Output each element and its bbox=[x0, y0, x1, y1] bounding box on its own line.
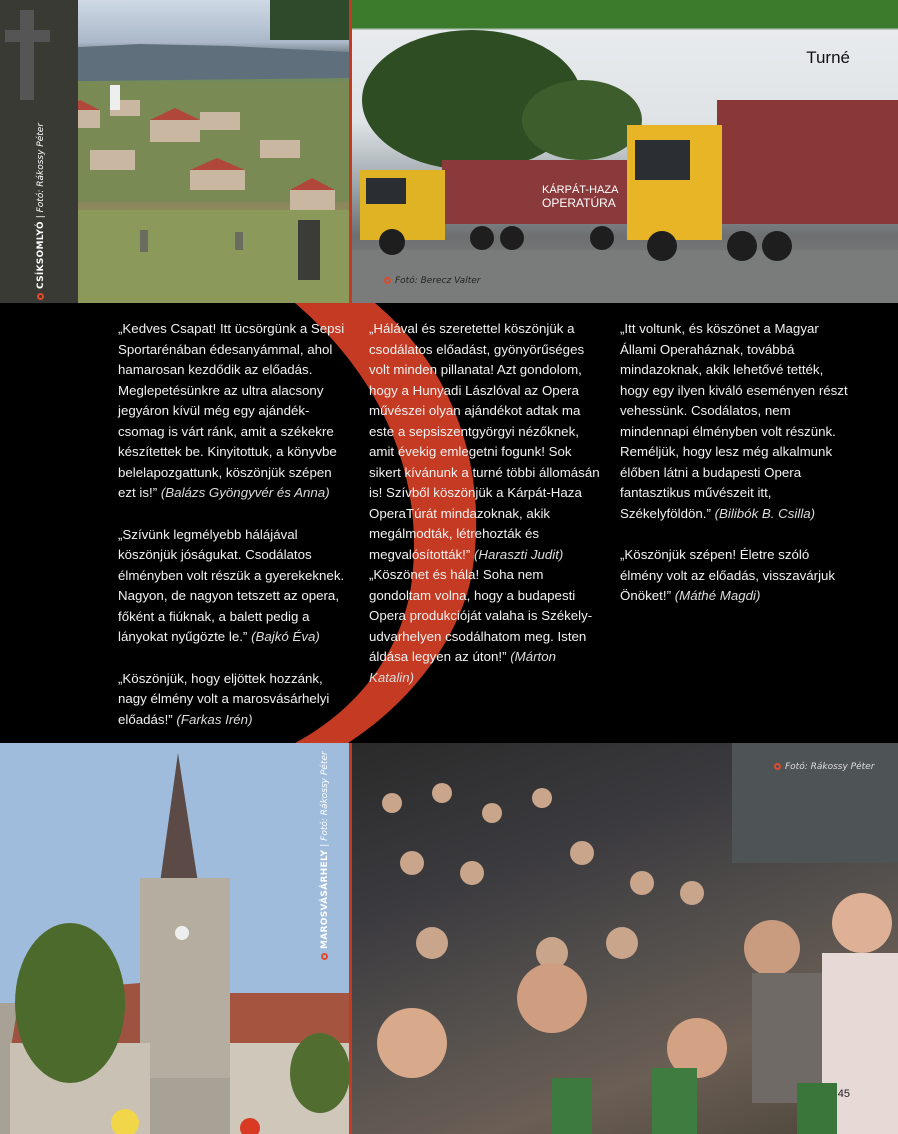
quote bbox=[620, 545, 852, 607]
quote-author: (Balázs Gyöngyvér és Anna) bbox=[160, 485, 330, 500]
truck-text-1: KÁRPÁT-HAZA bbox=[542, 184, 619, 196]
caption-marosvasarhely: MAROSVÁSÁRHELY | Fotó: Rákossy Péter bbox=[320, 751, 330, 960]
caption-csiksomlyo: CSÍKSOMLYÓ | Fotó: Rákossy Péter bbox=[36, 123, 46, 300]
quote bbox=[118, 319, 346, 504]
quote-author: (Márton Katalin) bbox=[369, 649, 557, 685]
caption-credit: Fotó: Rákossy Péter bbox=[320, 751, 330, 841]
caption-credit: Fotó: Rákossy Péter bbox=[36, 122, 46, 213]
photo-csiksomlyo bbox=[0, 0, 349, 303]
quote-text: „Kedves Csapat! Itt ücsörgünk a Sepsi Sportarénában édesanyámmal, ahol hamarosan kezdődik az előadás. Meglepetésünkre az ultra alacsony jegyáron kívül még egy ajándék-csomag is várt ránk, amit a székekre készítettek be. Kinyitottuk, a könyvbe belelapozgattunk, köszönjük szépen ezt is!” bbox=[118, 321, 345, 500]
quotes-section bbox=[0, 303, 898, 743]
credit-text: Fotó: Berecz Valter bbox=[395, 276, 481, 286]
quote-column-2 bbox=[369, 319, 601, 709]
quote-author: (Bilibók B. Csilla) bbox=[714, 505, 816, 521]
photo-trucks bbox=[352, 0, 898, 303]
photo-marosvasarhely-church bbox=[0, 743, 349, 1134]
quote-text: „Köszönjük, hogy eljöttek hozzánk, nagy élmény volt a marosvásárhelyi előadás!” bbox=[118, 670, 330, 727]
photo-credit-audience bbox=[774, 762, 874, 772]
quote bbox=[118, 669, 346, 731]
caption-place: CSÍKSOMLYÓ bbox=[36, 221, 46, 289]
quote-text: „Szívünk legmélyebb hálájával köszönjük jóságukat. Csodálatos élményben volt részük a gyerekeknek. Nagyon, de nagyon tetszett az opera, főként a fiúknak, a balett pedig a lányokat nyűgözte le.” bbox=[118, 526, 345, 644]
quote-text: „Hálával és szeretettel köszönjük a csodálatos előadást, gyönyörűséges volt minden pillanata! Azt gondolom, hogy a Hunyadi Lászlóval az Opera művészei olyan ajándékot adtak ma este a sepsiszentgyörgyi nézőknek, amit évekig emlegetni fogunk! Sok sikert kívánunk a turné többi állomásán is! Szívből köszönjük a Kárpát-Haza OperaTúrát mindazoknak, akik megálmodták, létrehozták és megvalósították!” bbox=[369, 321, 600, 562]
quote-column-3 bbox=[620, 319, 852, 628]
circle-bullet-icon bbox=[384, 277, 391, 284]
quote-text: „Itt voltunk, és köszönet a Magyar Állami Operaháznak, továbbá mindazoknak, akik lehetővé tették, hogy egy ilyen kiváló eseményen részt vehessünk. Csodálatos, nem mindennapi élményben volt részünk. Reméljük, hogy lesz még alkalmunk élőben látni a budapesti Opera fantasztikus művészeit itt, Székelyföldön.” bbox=[620, 321, 848, 521]
circle-bullet-icon bbox=[37, 293, 44, 300]
quote-text: „Köszönet és hála! Soha nem gondoltam volna, hogy a budapesti Opera produkcióját valaha is Székely-udvarhelyen csodálhatom meg. Isten áldása legyen az úton!” bbox=[369, 567, 593, 664]
quote-author: (Farkas Irén) bbox=[176, 711, 253, 727]
quote bbox=[369, 565, 601, 688]
quote-column-1 bbox=[118, 319, 346, 751]
credit-text: Fotó: Rákossy Péter bbox=[785, 762, 875, 772]
quote-author: (Bajkó Éva) bbox=[251, 629, 320, 644]
photo-audience bbox=[352, 743, 898, 1134]
photo-credit-trucks bbox=[384, 276, 480, 286]
quote-text: „Köszönjük szépen! Életre szóló élmény volt az előadás, visszavárjuk Önöket!” bbox=[620, 547, 836, 603]
truck-text-2: OPERATÚRA bbox=[542, 196, 616, 210]
quote-author: (Máthé Magdi) bbox=[674, 588, 761, 603]
page-number: 45 bbox=[837, 1088, 850, 1100]
section-title: Turné bbox=[806, 48, 850, 67]
caption-place: MAROSVÁSÁRHELY bbox=[320, 849, 330, 949]
circle-bullet-icon bbox=[321, 953, 328, 960]
circle-bullet-icon bbox=[774, 763, 781, 770]
quote-author: (Haraszti Judit) bbox=[473, 546, 564, 562]
quote bbox=[118, 525, 346, 648]
quote bbox=[369, 319, 601, 565]
quote bbox=[620, 319, 852, 524]
